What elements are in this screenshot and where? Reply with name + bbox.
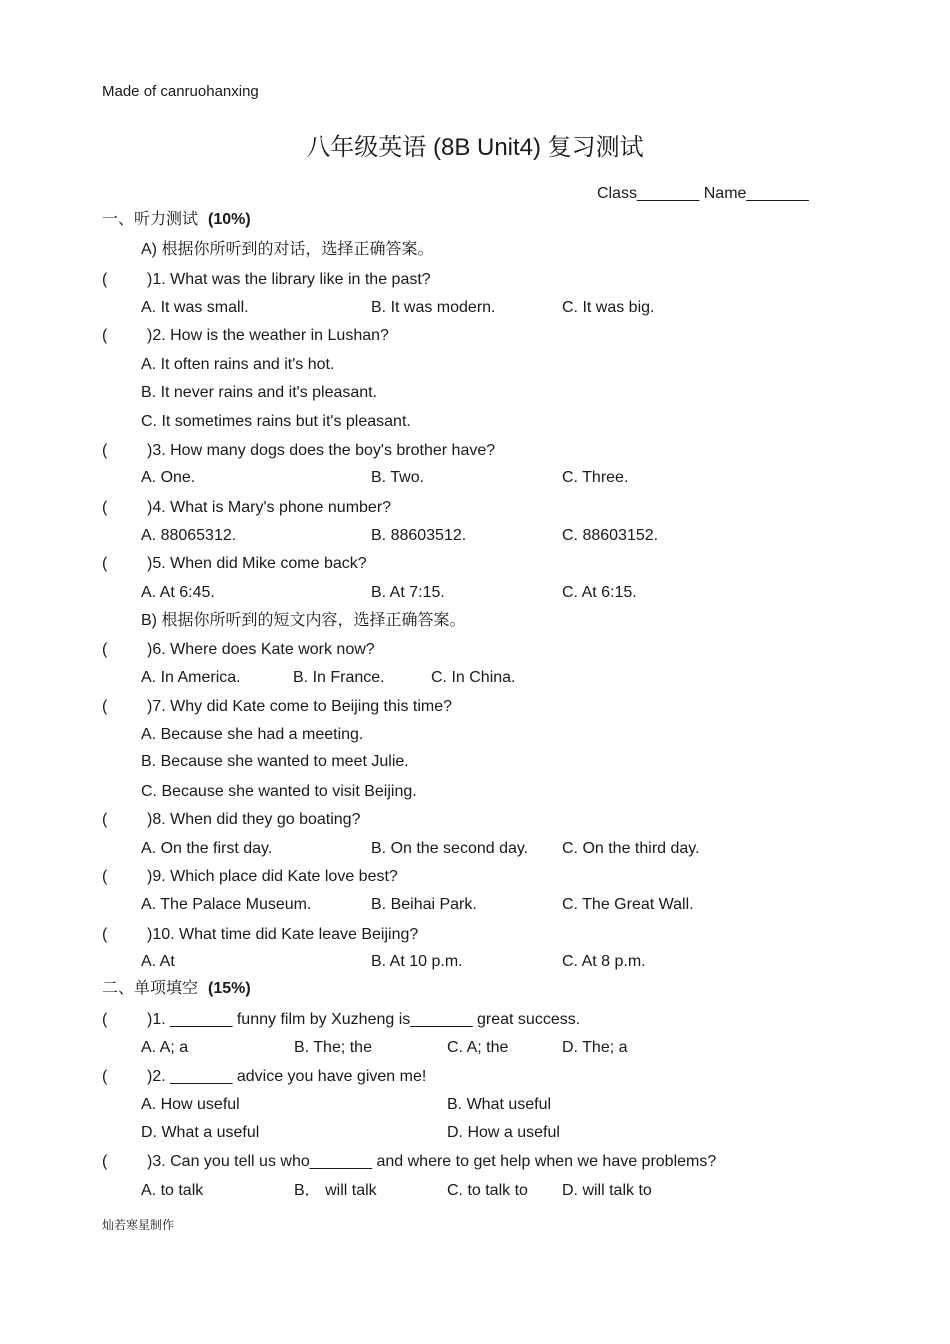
section-label: 一、听力测试 (102, 211, 199, 228)
answer-paren: ( (102, 271, 108, 288)
page-footer: 灿若寒星制作 (102, 1218, 175, 1232)
question-text: )2. _______ advice you have given me! (147, 1068, 427, 1085)
option-a: A. It often rains and it's hot. (141, 356, 335, 373)
question-text: )3. Can you tell us who_______ and where to get help when we have problems? (147, 1153, 717, 1170)
page-header: Made of canruohanxing (102, 83, 259, 100)
option-b: B. What useful (447, 1096, 552, 1113)
question-text: )1. What was the library like in the past? (147, 271, 431, 288)
option-c: C. 88603152. (562, 527, 659, 544)
option-a: A. How useful (141, 1096, 240, 1113)
page-title: 八年级英语 (8B Unit4) 复习测试 (306, 134, 644, 161)
option-c: C. The Great Wall. (562, 896, 694, 913)
question-text: )4. What is Mary's phone number? (147, 499, 392, 516)
option-c: C. It sometimes rains but it's pleasant. (141, 413, 411, 430)
option-c: C. A; the (447, 1039, 509, 1056)
option-b: B. In France. (293, 669, 385, 686)
option-d: D. The; a (562, 1039, 628, 1056)
option-a: A. On the first day. (141, 840, 273, 857)
part-a-instruction: A) 根据你所听到的对话，选择正确答案。 (141, 241, 434, 258)
option-a: A. A; a (141, 1039, 189, 1056)
option-b: B. It never rains and it's pleasant. (141, 384, 378, 401)
answer-paren: ( (102, 442, 108, 459)
option-d: D. will talk to (562, 1182, 652, 1199)
option-c: C. Three. (562, 469, 629, 486)
question-text: )10. What time did Kate leave Beijing? (147, 926, 419, 943)
option-b: B. On the second day. (371, 840, 529, 857)
option-c: C. At 6:15. (562, 584, 637, 601)
option-b: B. The; the (294, 1039, 372, 1056)
option-c: C. On the third day. (562, 840, 700, 857)
question-text: )8. When did they go boating? (147, 811, 361, 828)
answer-paren: ( (102, 1153, 108, 1170)
option-a: A. It was small. (141, 299, 249, 316)
section-points: (15%) (208, 980, 251, 997)
option-a: A. The Palace Museum. (141, 896, 312, 913)
option-a: A. 88065312. (141, 527, 237, 544)
option-b: B. At 10 p.m. (371, 953, 463, 970)
option-b: B. At 7:15. (371, 584, 445, 601)
answer-paren: ( (102, 1011, 108, 1028)
question-text: )1. _______ funny film by Xuzheng is_______ great success. (147, 1011, 581, 1028)
question-text: )6. Where does Kate work now? (147, 641, 375, 658)
question-text: )9. Which place did Kate love best? (147, 868, 398, 885)
answer-paren: ( (102, 327, 108, 344)
option-c: D. What a useful (141, 1124, 260, 1141)
answer-paren: ( (102, 499, 108, 516)
answer-paren: ( (102, 926, 108, 943)
option-c: C. to talk to (447, 1182, 528, 1199)
option-a: A. In America. (141, 669, 241, 686)
question-text: )3. How many dogs does the boy's brother have? (147, 442, 496, 459)
option-c: C. At 8 p.m. (562, 953, 646, 970)
option-c: C. Because she wanted to visit Beijing. (141, 783, 417, 800)
answer-paren: ( (102, 641, 108, 658)
option-a: A. to talk (141, 1182, 204, 1199)
answer-paren: ( (102, 698, 108, 715)
option-a: A. At (141, 953, 175, 970)
answer-paren: ( (102, 1068, 108, 1085)
question-text: )7. Why did Kate come to Beijing this time? (147, 698, 453, 715)
option-b: B. Two. (371, 469, 425, 486)
option-c: C. It was big. (562, 299, 655, 316)
part-b-instruction: B) 根据你所听到的短文内容，选择正确答案。 (141, 612, 466, 629)
question-text: )2. How is the weather in Lushan? (147, 327, 389, 344)
question-text: )5. When did Mike come back? (147, 555, 367, 572)
section-points: (10%) (208, 211, 251, 228)
option-b: B. Beihai Park. (371, 896, 477, 913)
answer-paren: ( (102, 555, 108, 572)
section-label: 二、单项填空 (102, 980, 199, 997)
section-heading-single-choice (102, 979, 251, 999)
option-b: B. 88603512. (371, 527, 467, 544)
option-a: A. Because she had a meeting. (141, 726, 364, 743)
option-d: D. How a useful (447, 1124, 560, 1141)
option-b: B. Because she wanted to meet Julie. (141, 753, 409, 770)
option-a: A. One. (141, 469, 196, 486)
class-name-line: Class_______ Name_______ (597, 185, 809, 202)
option-c: C. In China. (431, 669, 516, 686)
answer-paren: ( (102, 868, 108, 885)
answer-paren: ( (102, 811, 108, 828)
option-b: B. It was modern. (371, 299, 496, 316)
section-heading-listening (102, 210, 251, 230)
option-b: B． will talk (294, 1182, 377, 1199)
option-a: A. At 6:45. (141, 584, 215, 601)
